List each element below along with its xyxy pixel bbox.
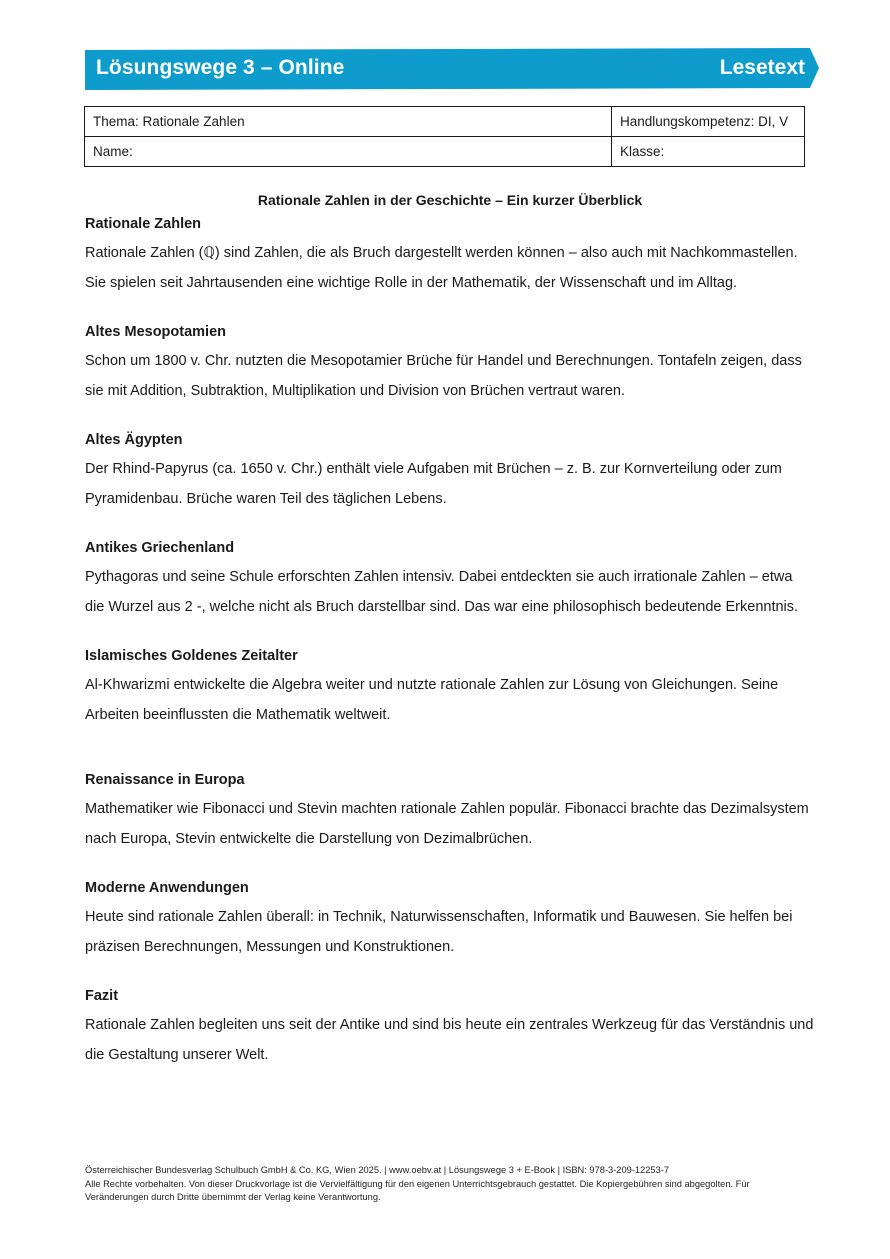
topic-cell: Thema: Rationale Zahlen (85, 107, 612, 137)
section-heading: Renaissance in Europa (85, 772, 245, 788)
section-text: Schon um 1800 v. Chr. nutzten die Mesopotamier Brüche für Handel und Berechnungen. Tontafeln zeigen, dass sie mit Addition, Subtraktion, Multiplikation und Division von Brüchen vertraut waren. (85, 353, 802, 399)
section-text: Der Rhind-Papyrus (ca. 1650 v. Chr.) enthält viele Aufgaben mit Brüchen – z. B. zur Kornverteilung oder zum Pyramidenbau. Brüche waren Teil des täglichen Lebens. (85, 461, 782, 507)
name-field[interactable]: Name: (85, 137, 612, 167)
section-text: Al-Khwarizmi entwickelte die Algebra weiter und nutzte rationale Zahlen zur Lösung von Gleichungen. Seine Arbeiten beeinflussten die Mathematik weltweit. (85, 677, 779, 723)
section-heading: Antikes Griechenland (85, 540, 235, 556)
section-text: Pythagoras und seine Schule erforschten Zahlen intensiv. Dabei entdeckten sie auch irrationale Zahlen – etwa die Wurzel aus 2 -, welche nicht als Bruch darstellbar sind. Das war eine philosophisch bedeutende Erkenntnis. (85, 569, 799, 615)
section-moderne-anwendungen (85, 876, 815, 962)
header-banner (85, 48, 819, 90)
section-renaissance (85, 768, 815, 854)
section-griechenland (85, 536, 815, 622)
section-fazit (85, 984, 815, 1070)
section-heading: Altes Mesopotamien (85, 324, 226, 340)
section-heading: Moderne Anwendungen (85, 880, 249, 896)
document-title: Rationale Zahlen in der Geschichte – Ein kurzer Überblick (257, 192, 643, 208)
header-title: Lösungswege 3 – Online (96, 56, 345, 79)
document-type: Lesetext (719, 56, 805, 79)
info-table (84, 106, 805, 167)
section-text: Heute sind rationale Zahlen überall: in Technik, Naturwissenschaften, Informatik und Bauwesen. Sie helfen bei präzisen Berechnungen, Messungen und Konstruktionen. (85, 909, 793, 955)
copyright-footer (85, 1164, 815, 1205)
section-aegypten (85, 428, 815, 514)
document-body (85, 188, 815, 1070)
section-heading: Fazit (85, 988, 119, 1004)
competence-cell: Handlungskompetenz: DI, V (612, 107, 805, 137)
section-mesopotamien (85, 320, 815, 406)
section-text: Rationale Zahlen begleiten uns seit der Antike und sind bis heute ein zentrales Werkzeug für das Verständnis und die Gestaltung unserer Welt. (85, 1017, 814, 1063)
footer-publisher-line: Österreichischer Bundesverlag Schulbuch GmbH & Co. KG, Wien 2025. | www.oebv.at | Lösungswege 3 + E-Book | ISBN: 978-3-209-12253-7 (85, 1165, 670, 1175)
section-heading: Islamisches Goldenes Zeitalter (85, 648, 298, 664)
section-rationale-zahlen (85, 212, 815, 298)
section-text: Mathematiker wie Fibonacci und Stevin machten rationale Zahlen populär. Fibonacci brachte das Dezimalsystem nach Europa, Stevin entwickelte die Darstellung von Dezimalbrüchen. (85, 801, 809, 847)
section-heading: Rationale Zahlen (85, 216, 202, 232)
class-field[interactable]: Klasse: (612, 137, 805, 167)
section-heading: Altes Ägypten (85, 432, 183, 448)
footer-rights-line: Alle Rechte vorbehalten. Von dieser Druckvorlage ist die Vervielfältigung für den eigenen Unterrichtsgebrauch gestattet. Die Kopiergebühren sind abgegolten. Für Veränderungen durch Dritte übernimmt der Verlag keine Verantwortung. (85, 1178, 750, 1202)
section-text: Rationale Zahlen (ℚ) sind Zahlen, die als Bruch dargestellt werden können – also auch mit Nachkommastellen. Sie spielen seit Jahrtausenden eine wichtige Rolle in der Mathematik, der Wissenschaft und im Alltag. (85, 245, 798, 291)
section-islamisches-zeitalter (85, 644, 815, 730)
